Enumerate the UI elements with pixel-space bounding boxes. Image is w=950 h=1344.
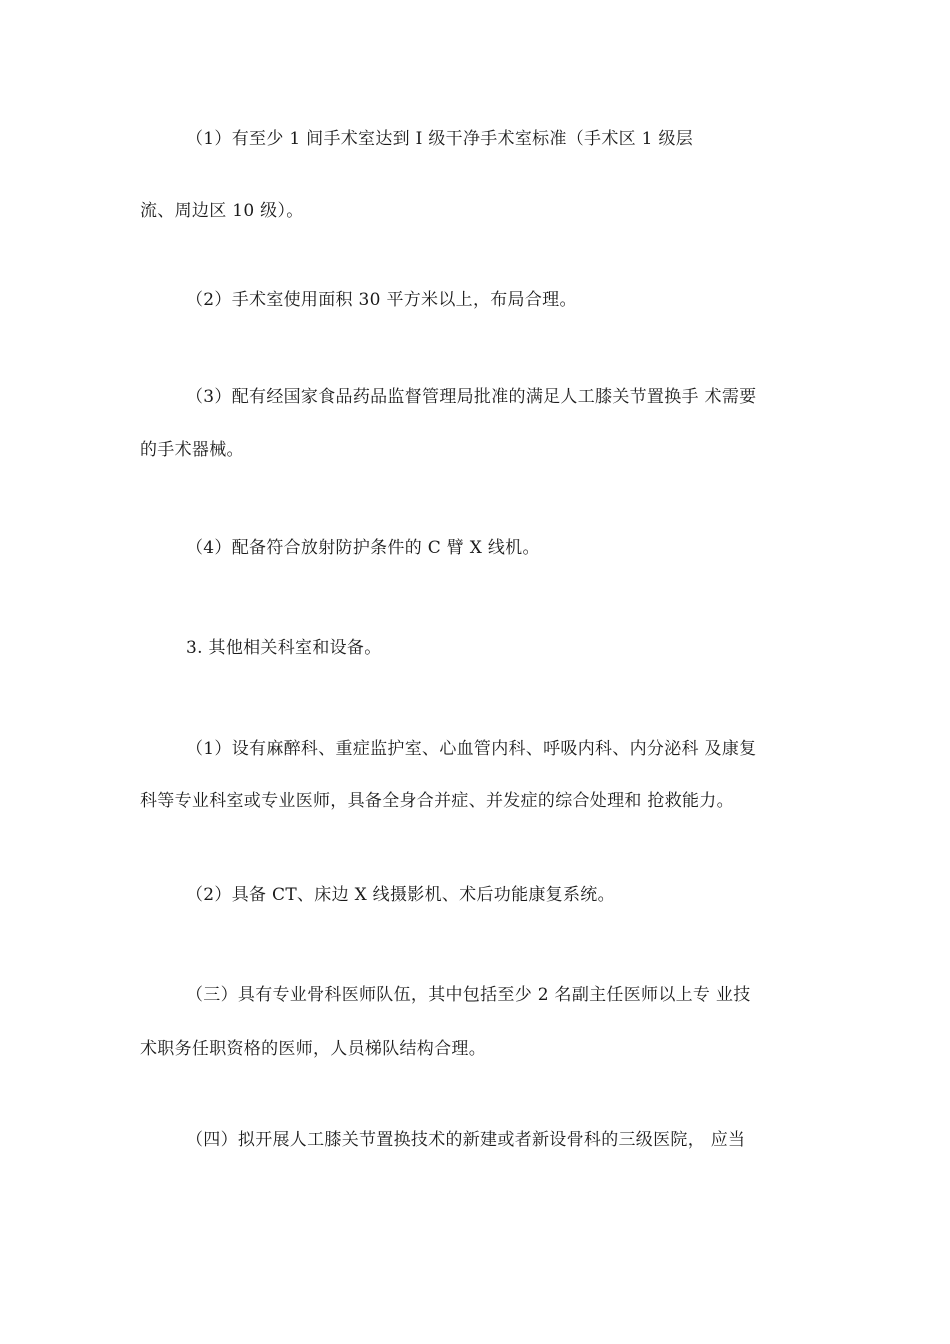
paragraph-7-line-2: 术职务任职资格的医师，人员梯队结构合理。 bbox=[140, 1039, 486, 1059]
paragraph-1-line-1: （1）有至少 1 间手术室达到 I 级干净手术室标准（手术区 1 级层 bbox=[186, 129, 694, 149]
paragraph-8: （四）拟开展人工膝关节置换技术的新建或者新设骨科的三级医院， 应当 bbox=[186, 1130, 746, 1150]
paragraph-7-line-1: （三）具有专业骨科医师队伍，其中包括至少 2 名副主任医师以上专 业技 bbox=[186, 985, 751, 1005]
paragraph-1-line-2: 流、周边区 10 级）。 bbox=[140, 201, 304, 221]
paragraph-2: （2）手术室使用面积 30 平方米以上，布局合理。 bbox=[186, 290, 577, 310]
paragraph-4: （4）配备符合放射防护条件的 C 臂 X 线机。 bbox=[186, 538, 540, 558]
paragraph-5-line-2: 科等专业科室或专业医师，具备全身合并症、并发症的综合处理和 抢救能力。 bbox=[140, 791, 734, 811]
paragraph-3-line-2: 的手术器械。 bbox=[140, 440, 244, 460]
paragraph-6: （2）具备 CT、床边 X 线摄影机、术后功能康复系统。 bbox=[186, 885, 615, 905]
paragraph-5-line-1: （1）设有麻醉科、重症监护室、心血管内科、呼吸内科、内分泌科 及康复 bbox=[186, 739, 757, 759]
section-heading-3: 3. 其他相关科室和设备。 bbox=[186, 638, 382, 658]
paragraph-3-line-1: （3）配有经国家食品药品监督管理局批准的满足人工膝关节置换手 术需要 bbox=[186, 387, 757, 407]
